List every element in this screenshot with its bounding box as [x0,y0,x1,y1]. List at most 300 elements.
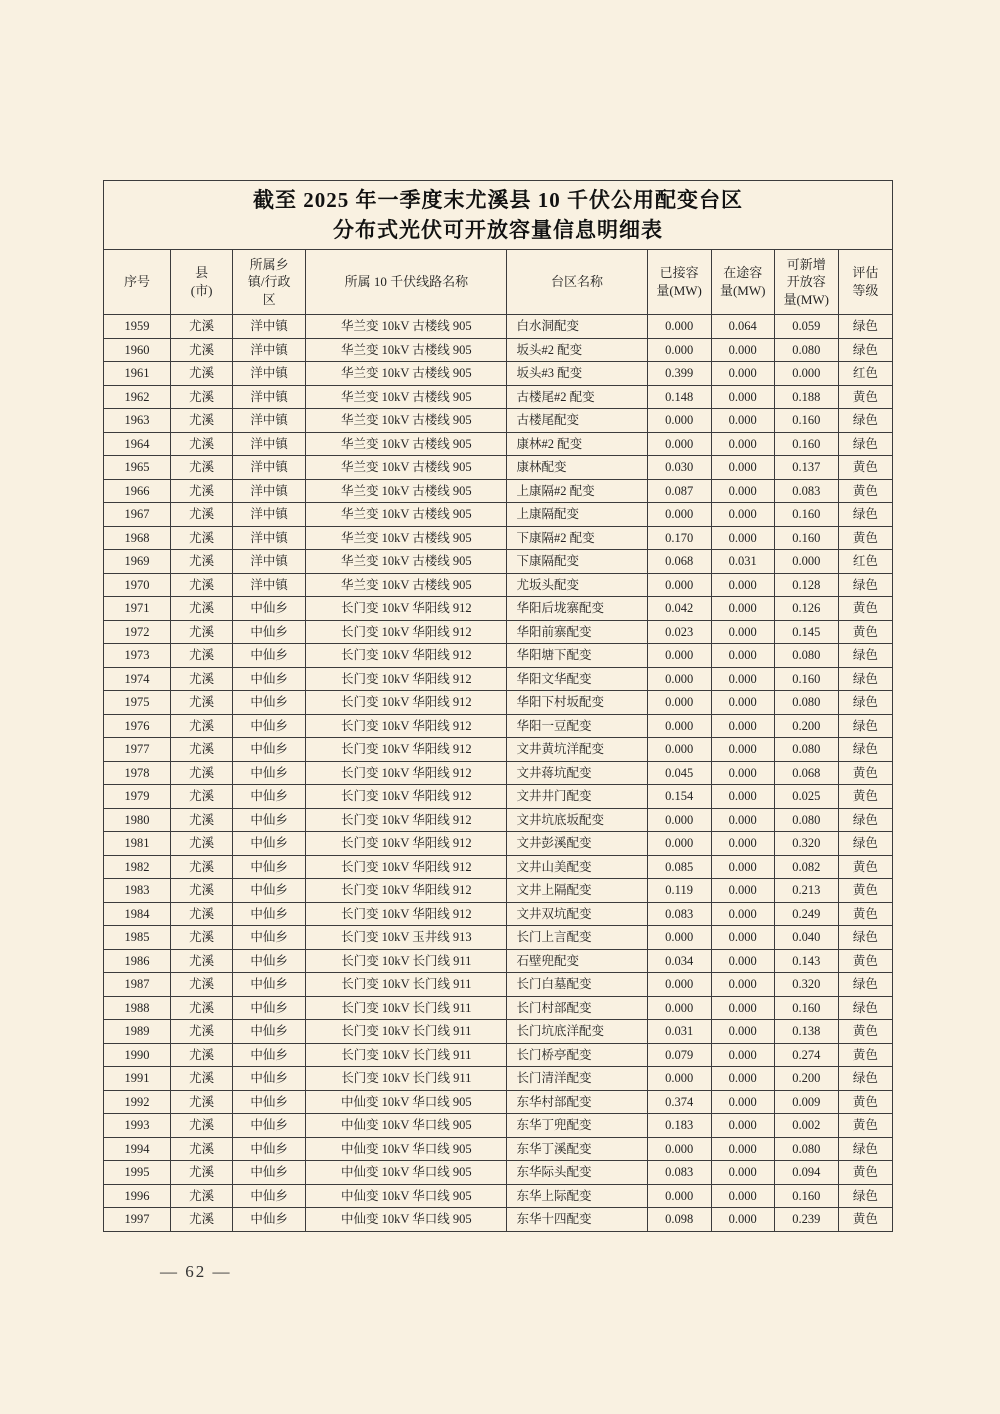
cell-station: 东华十四配变 [507,1208,647,1232]
cell-connected_mw: 0.083 [647,1161,711,1185]
cell-connected_mw: 0.119 [647,879,711,903]
cell-connected_mw: 0.000 [647,832,711,856]
cell-connected_mw: 0.098 [647,1208,711,1232]
cell-station: 白水洞配变 [507,315,647,339]
cell-seq: 1974 [104,667,171,691]
cell-line: 长门变 10kV 华阳线 912 [306,832,507,856]
table-row [104,573,893,597]
cell-seq: 1987 [104,973,171,997]
cell-station: 文井双坑配变 [507,902,647,926]
cell-seq: 1964 [104,432,171,456]
cell-line: 长门变 10kV 华阳线 912 [306,808,507,832]
cell-line: 长门变 10kV 华阳线 912 [306,738,507,762]
cell-seq: 1985 [104,926,171,950]
cell-grade: 绿色 [838,1184,892,1208]
table-row [104,1043,893,1067]
cell-station: 石壁兜配变 [507,949,647,973]
cell-grade: 绿色 [838,738,892,762]
cell-grade: 黄色 [838,1090,892,1114]
cell-line: 长门变 10kV 长门线 911 [306,949,507,973]
cell-new_open_mw: 0.080 [774,338,838,362]
cell-town: 中仙乡 [233,1114,306,1138]
cell-grade: 红色 [838,550,892,574]
cell-grade: 黄色 [838,385,892,409]
cell-new_open_mw: 0.080 [774,644,838,668]
table-row [104,315,893,339]
cell-line: 长门变 10kV 长门线 911 [306,996,507,1020]
cell-grade: 绿色 [838,338,892,362]
cell-line: 华兰变 10kV 古楼线 905 [306,432,507,456]
cell-grade: 黄色 [838,1161,892,1185]
cell-station: 东华际头配变 [507,1161,647,1185]
cell-county: 尤溪 [171,1208,233,1232]
cell-town: 洋中镇 [233,362,306,386]
cell-pending_mw: 0.000 [711,1043,774,1067]
cell-grade: 绿色 [838,667,892,691]
cell-new_open_mw: 0.200 [774,1067,838,1091]
cell-connected_mw: 0.000 [647,573,711,597]
cell-new_open_mw: 0.080 [774,1137,838,1161]
cell-pending_mw: 0.000 [711,644,774,668]
table-row [104,926,893,950]
cell-town: 洋中镇 [233,503,306,527]
cell-county: 尤溪 [171,550,233,574]
cell-station: 上康隔#2 配变 [507,479,647,503]
cell-line: 华兰变 10kV 古楼线 905 [306,503,507,527]
cell-grade: 黄色 [838,1020,892,1044]
cell-line: 华兰变 10kV 古楼线 905 [306,409,507,433]
cell-line: 长门变 10kV 华阳线 912 [306,620,507,644]
cell-county: 尤溪 [171,362,233,386]
cell-seq: 1997 [104,1208,171,1232]
table-title-line1: 截至 2025 年一季度末尤溪县 10 千伏公用配变台区 [253,187,743,212]
cell-new_open_mw: 0.249 [774,902,838,926]
cell-station: 长门坑底洋配变 [507,1020,647,1044]
cell-new_open_mw: 0.160 [774,503,838,527]
cell-station: 文井彭溪配变 [507,832,647,856]
capacity-table [103,180,893,1232]
cell-seq: 1993 [104,1114,171,1138]
cell-line: 长门变 10kV 华阳线 912 [306,667,507,691]
cell-county: 尤溪 [171,808,233,832]
cell-grade: 绿色 [838,573,892,597]
cell-seq: 1990 [104,1043,171,1067]
cell-town: 中仙乡 [233,855,306,879]
cell-line: 长门变 10kV 华阳线 912 [306,714,507,738]
cell-seq: 1978 [104,761,171,785]
cell-new_open_mw: 0.320 [774,832,838,856]
cell-connected_mw: 0.068 [647,550,711,574]
cell-line: 长门变 10kV 玉井线 913 [306,926,507,950]
cell-county: 尤溪 [171,526,233,550]
cell-town: 洋中镇 [233,432,306,456]
title-row [104,181,893,250]
cell-county: 尤溪 [171,644,233,668]
cell-pending_mw: 0.000 [711,362,774,386]
cell-seq: 1994 [104,1137,171,1161]
cell-station: 华阳文华配变 [507,667,647,691]
cell-seq: 1980 [104,808,171,832]
cell-pending_mw: 0.000 [711,597,774,621]
cell-town: 中仙乡 [233,832,306,856]
cell-grade: 黄色 [838,526,892,550]
cell-line: 华兰变 10kV 古楼线 905 [306,315,507,339]
table-title-line2: 分布式光伏可开放容量信息明细表 [333,218,663,242]
cell-town: 洋中镇 [233,526,306,550]
table-title [104,181,893,250]
cell-new_open_mw: 0.200 [774,714,838,738]
cell-pending_mw: 0.000 [711,691,774,715]
cell-town: 中仙乡 [233,1043,306,1067]
table-row [104,338,893,362]
table-row [104,479,893,503]
cell-station: 东华丁溪配变 [507,1137,647,1161]
cell-new_open_mw: 0.000 [774,362,838,386]
table-row [104,503,893,527]
cell-station: 文井蒋坑配变 [507,761,647,785]
cell-seq: 1992 [104,1090,171,1114]
cell-new_open_mw: 0.239 [774,1208,838,1232]
cell-connected_mw: 0.042 [647,597,711,621]
cell-line: 华兰变 10kV 古楼线 905 [306,479,507,503]
cell-pending_mw: 0.000 [711,1114,774,1138]
cell-station: 华阳后垅寨配变 [507,597,647,621]
cell-line: 华兰变 10kV 古楼线 905 [306,385,507,409]
cell-line: 中仙变 10kV 华口线 905 [306,1161,507,1185]
cell-seq: 1995 [104,1161,171,1185]
cell-pending_mw: 0.000 [711,879,774,903]
cell-town: 中仙乡 [233,879,306,903]
cell-connected_mw: 0.170 [647,526,711,550]
cell-grade: 黄色 [838,456,892,480]
cell-line: 长门变 10kV 华阳线 912 [306,879,507,903]
cell-county: 尤溪 [171,1161,233,1185]
cell-new_open_mw: 0.082 [774,855,838,879]
table-row [104,432,893,456]
cell-pending_mw: 0.000 [711,926,774,950]
cell-seq: 1969 [104,550,171,574]
cell-connected_mw: 0.023 [647,620,711,644]
cell-pending_mw: 0.000 [711,761,774,785]
cell-seq: 1966 [104,479,171,503]
cell-pending_mw: 0.000 [711,1067,774,1091]
cell-connected_mw: 0.000 [647,973,711,997]
cell-town: 中仙乡 [233,1090,306,1114]
cell-station: 长门白墓配变 [507,973,647,997]
cell-pending_mw: 0.000 [711,385,774,409]
cell-new_open_mw: 0.143 [774,949,838,973]
cell-county: 尤溪 [171,832,233,856]
cell-seq: 1972 [104,620,171,644]
cell-new_open_mw: 0.000 [774,550,838,574]
cell-new_open_mw: 0.080 [774,738,838,762]
cell-new_open_mw: 0.002 [774,1114,838,1138]
table-row [104,597,893,621]
cell-county: 尤溪 [171,761,233,785]
cell-new_open_mw: 0.145 [774,620,838,644]
header-grade: 评估 等级 [838,250,892,315]
cell-connected_mw: 0.000 [647,315,711,339]
cell-pending_mw: 0.000 [711,479,774,503]
cell-station: 东华上际配变 [507,1184,647,1208]
cell-connected_mw: 0.374 [647,1090,711,1114]
table-row [104,1067,893,1091]
cell-county: 尤溪 [171,479,233,503]
cell-seq: 1996 [104,1184,171,1208]
cell-county: 尤溪 [171,785,233,809]
cell-county: 尤溪 [171,315,233,339]
cell-line: 中仙变 10kV 华口线 905 [306,1090,507,1114]
cell-station: 华阳前寨配变 [507,620,647,644]
table-row [104,832,893,856]
cell-new_open_mw: 0.080 [774,808,838,832]
cell-grade: 绿色 [838,644,892,668]
cell-pending_mw: 0.000 [711,432,774,456]
cell-new_open_mw: 0.009 [774,1090,838,1114]
cell-county: 尤溪 [171,1114,233,1138]
cell-pending_mw: 0.000 [711,973,774,997]
header-row [104,250,893,315]
cell-seq: 1973 [104,644,171,668]
cell-county: 尤溪 [171,691,233,715]
cell-pending_mw: 0.000 [711,620,774,644]
cell-connected_mw: 0.000 [647,996,711,1020]
cell-station: 华阳一豆配变 [507,714,647,738]
cell-town: 中仙乡 [233,973,306,997]
table-row [104,526,893,550]
cell-grade: 黄色 [838,597,892,621]
cell-station: 康林配变 [507,456,647,480]
header-pending_mw: 在途容 量(MW) [711,250,774,315]
table-row [104,808,893,832]
header-town: 所属乡 镇/行政 区 [233,250,306,315]
cell-pending_mw: 0.000 [711,1090,774,1114]
cell-seq: 1977 [104,738,171,762]
cell-county: 尤溪 [171,1137,233,1161]
cell-station: 上康隔配变 [507,503,647,527]
cell-grade: 黄色 [838,479,892,503]
cell-town: 中仙乡 [233,1067,306,1091]
cell-station: 文井山美配变 [507,855,647,879]
cell-connected_mw: 0.000 [647,503,711,527]
cell-station: 下康隔配变 [507,550,647,574]
cell-pending_mw: 0.000 [711,573,774,597]
cell-new_open_mw: 0.160 [774,1184,838,1208]
cell-station: 长门桥亭配变 [507,1043,647,1067]
cell-grade: 黄色 [838,620,892,644]
cell-line: 中仙变 10kV 华口线 905 [306,1114,507,1138]
table-row [104,761,893,785]
cell-grade: 红色 [838,362,892,386]
cell-town: 中仙乡 [233,785,306,809]
cell-town: 中仙乡 [233,597,306,621]
cell-town: 中仙乡 [233,644,306,668]
cell-pending_mw: 0.000 [711,1184,774,1208]
cell-pending_mw: 0.000 [711,996,774,1020]
cell-connected_mw: 0.085 [647,855,711,879]
cell-county: 尤溪 [171,667,233,691]
table-row [104,644,893,668]
cell-connected_mw: 0.000 [647,644,711,668]
cell-pending_mw: 0.000 [711,785,774,809]
cell-county: 尤溪 [171,714,233,738]
cell-connected_mw: 0.000 [647,926,711,950]
cell-new_open_mw: 0.068 [774,761,838,785]
cell-town: 洋中镇 [233,409,306,433]
cell-seq: 1960 [104,338,171,362]
cell-connected_mw: 0.030 [647,456,711,480]
cell-seq: 1975 [104,691,171,715]
cell-connected_mw: 0.000 [647,432,711,456]
header-station: 台区名称 [507,250,647,315]
table-row [104,785,893,809]
cell-station: 坂头#3 配变 [507,362,647,386]
header-seq: 序号 [104,250,171,315]
cell-station: 东华丁兜配变 [507,1114,647,1138]
cell-line: 长门变 10kV 华阳线 912 [306,644,507,668]
table-row [104,973,893,997]
cell-connected_mw: 0.000 [647,1184,711,1208]
cell-line: 长门变 10kV 长门线 911 [306,1043,507,1067]
cell-seq: 1983 [104,879,171,903]
cell-line: 长门变 10kV 华阳线 912 [306,691,507,715]
cell-connected_mw: 0.087 [647,479,711,503]
cell-new_open_mw: 0.040 [774,926,838,950]
cell-grade: 绿色 [838,503,892,527]
table-row [104,996,893,1020]
cell-new_open_mw: 0.160 [774,996,838,1020]
cell-new_open_mw: 0.126 [774,597,838,621]
cell-grade: 黄色 [838,1208,892,1232]
cell-county: 尤溪 [171,996,233,1020]
cell-station: 长门村部配变 [507,996,647,1020]
cell-town: 中仙乡 [233,738,306,762]
cell-seq: 1968 [104,526,171,550]
cell-station: 古楼尾配变 [507,409,647,433]
cell-grade: 黄色 [838,855,892,879]
table-row [104,667,893,691]
cell-seq: 1970 [104,573,171,597]
cell-connected_mw: 0.399 [647,362,711,386]
table-row [104,902,893,926]
cell-line: 华兰变 10kV 古楼线 905 [306,456,507,480]
cell-pending_mw: 0.000 [711,949,774,973]
cell-pending_mw: 0.000 [711,1137,774,1161]
cell-grade: 绿色 [838,973,892,997]
cell-town: 洋中镇 [233,573,306,597]
header-connected_mw: 已接容 量(MW) [647,250,711,315]
cell-seq: 1976 [104,714,171,738]
cell-county: 尤溪 [171,879,233,903]
cell-town: 中仙乡 [233,1137,306,1161]
cell-connected_mw: 0.000 [647,1137,711,1161]
cell-pending_mw: 0.000 [711,503,774,527]
cell-seq: 1971 [104,597,171,621]
cell-new_open_mw: 0.160 [774,667,838,691]
cell-station: 坂头#2 配变 [507,338,647,362]
cell-seq: 1982 [104,855,171,879]
cell-connected_mw: 0.154 [647,785,711,809]
cell-seq: 1988 [104,996,171,1020]
table-row [104,691,893,715]
cell-new_open_mw: 0.083 [774,479,838,503]
table-row [104,1090,893,1114]
cell-line: 中仙变 10kV 华口线 905 [306,1208,507,1232]
table-row [104,1114,893,1138]
cell-seq: 1991 [104,1067,171,1091]
cell-station: 文井黄坑洋配变 [507,738,647,762]
capacity-table-container [103,180,893,1232]
cell-town: 中仙乡 [233,691,306,715]
cell-grade: 黄色 [838,1043,892,1067]
cell-line: 长门变 10kV 华阳线 912 [306,902,507,926]
table-body [104,315,893,1232]
table-row [104,456,893,480]
cell-station: 长门上言配变 [507,926,647,950]
cell-county: 尤溪 [171,456,233,480]
cell-county: 尤溪 [171,1043,233,1067]
cell-connected_mw: 0.079 [647,1043,711,1067]
table-row [104,1184,893,1208]
cell-grade: 绿色 [838,691,892,715]
cell-town: 中仙乡 [233,761,306,785]
cell-county: 尤溪 [171,1184,233,1208]
cell-new_open_mw: 0.138 [774,1020,838,1044]
cell-seq: 1984 [104,902,171,926]
cell-county: 尤溪 [171,573,233,597]
table-row [104,738,893,762]
cell-connected_mw: 0.000 [647,409,711,433]
cell-station: 下康隔#2 配变 [507,526,647,550]
cell-line: 中仙变 10kV 华口线 905 [306,1137,507,1161]
cell-pending_mw: 0.000 [711,902,774,926]
cell-grade: 绿色 [838,432,892,456]
cell-new_open_mw: 0.274 [774,1043,838,1067]
cell-seq: 1961 [104,362,171,386]
table-row [104,879,893,903]
cell-new_open_mw: 0.160 [774,409,838,433]
cell-town: 中仙乡 [233,1208,306,1232]
cell-line: 长门变 10kV 华阳线 912 [306,761,507,785]
table-row [104,949,893,973]
cell-connected_mw: 0.183 [647,1114,711,1138]
cell-town: 洋中镇 [233,479,306,503]
cell-connected_mw: 0.000 [647,667,711,691]
table-row [104,362,893,386]
cell-line: 中仙变 10kV 华口线 905 [306,1184,507,1208]
header-line: 所属 10 千伏线路名称 [306,250,507,315]
cell-town: 中仙乡 [233,949,306,973]
cell-line: 长门变 10kV 华阳线 912 [306,597,507,621]
cell-connected_mw: 0.000 [647,808,711,832]
cell-station: 尤坂头配变 [507,573,647,597]
cell-pending_mw: 0.000 [711,456,774,480]
cell-county: 尤溪 [171,902,233,926]
cell-new_open_mw: 0.188 [774,385,838,409]
cell-grade: 黄色 [838,1114,892,1138]
table-row [104,1020,893,1044]
cell-connected_mw: 0.000 [647,714,711,738]
cell-seq: 1962 [104,385,171,409]
cell-station: 文井坑底坂配变 [507,808,647,832]
header-county: 县 (市) [171,250,233,315]
cell-county: 尤溪 [171,1067,233,1091]
cell-new_open_mw: 0.094 [774,1161,838,1185]
cell-town: 中仙乡 [233,1184,306,1208]
cell-grade: 黄色 [838,785,892,809]
cell-town: 中仙乡 [233,926,306,950]
cell-new_open_mw: 0.160 [774,432,838,456]
